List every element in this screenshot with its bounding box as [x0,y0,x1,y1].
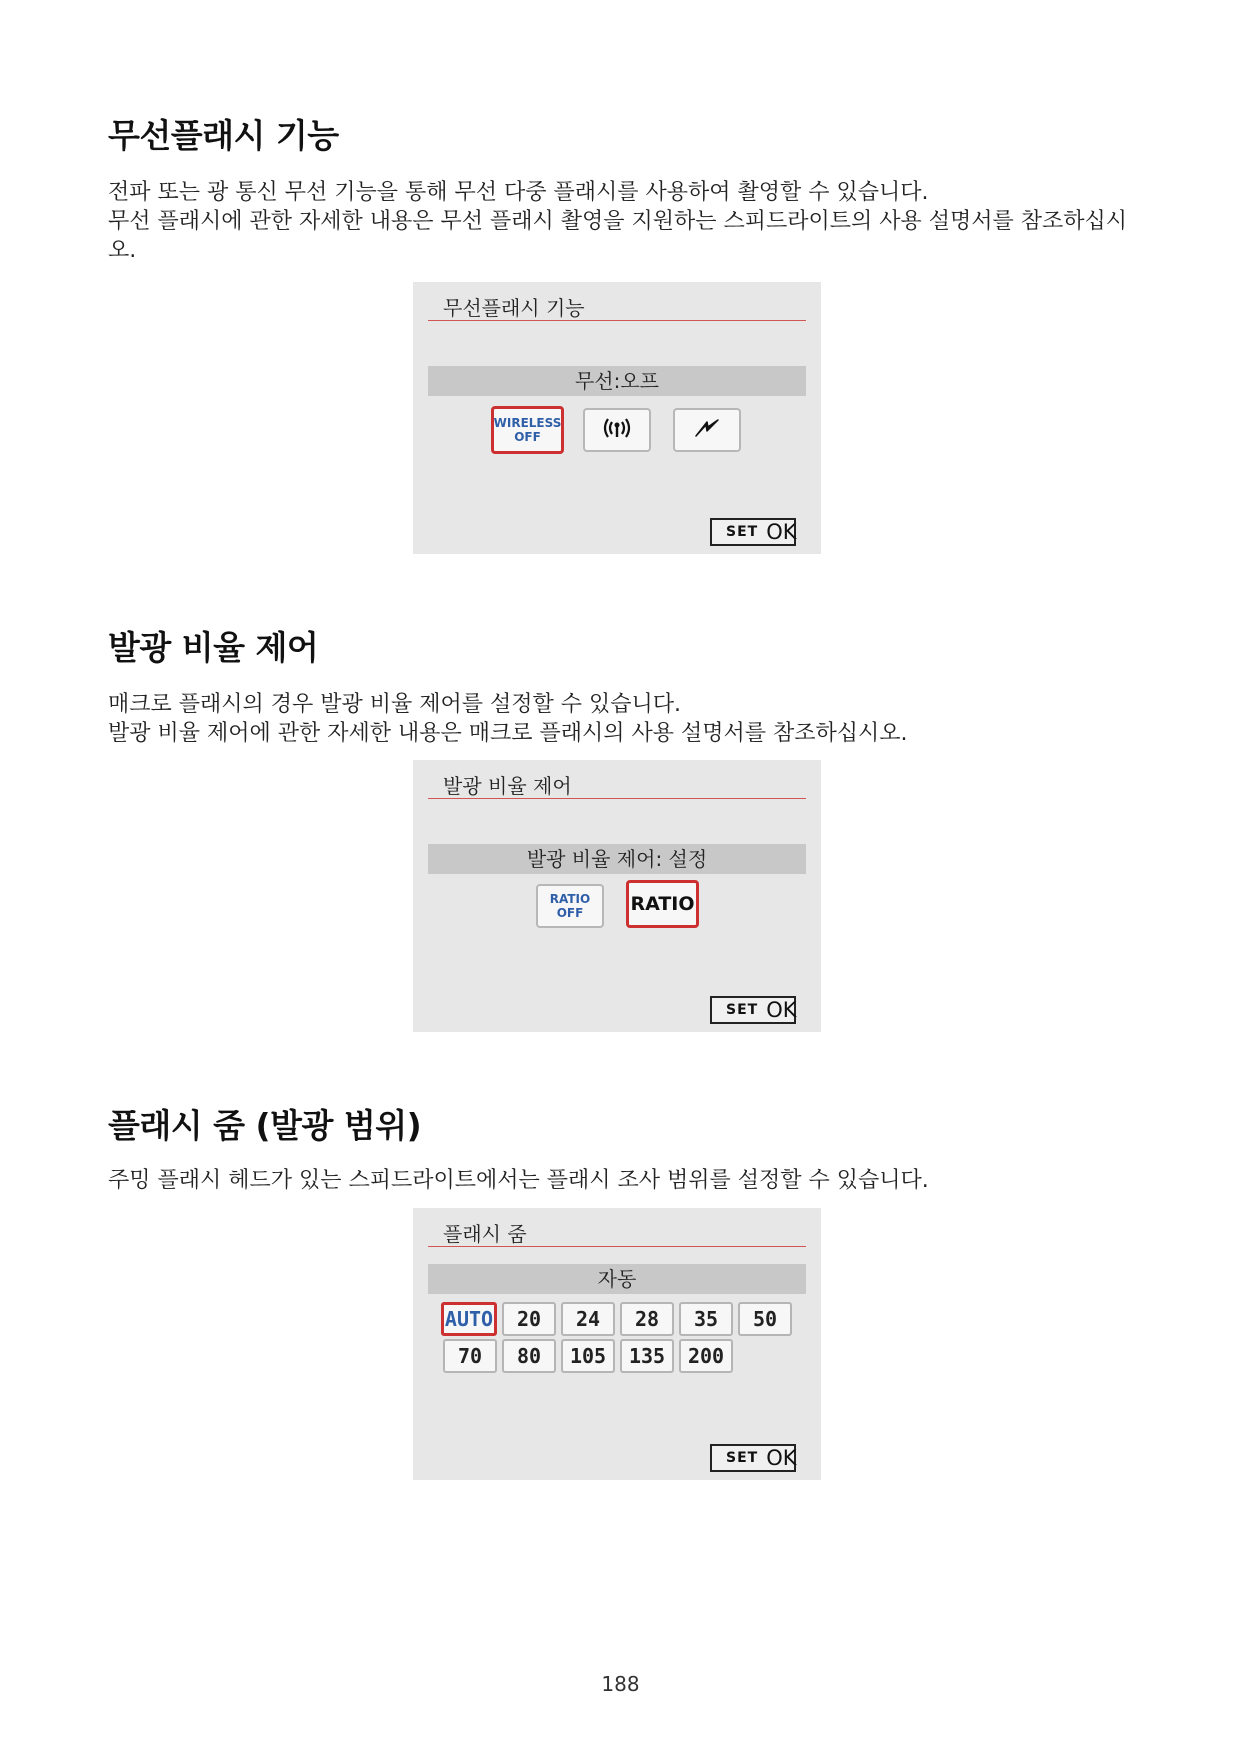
screen-title: 발광 비율 제어 [443,774,572,798]
ok-label: OK [766,998,797,1022]
screen-title: 무선플래시 기능 [443,296,585,320]
section-title-wireless-flash: 무선플래시 기능 [108,116,339,155]
title-divider [428,320,806,321]
status-bar: 무선:오프 [428,366,806,396]
zoom-option-24[interactable]: 24 [561,1302,615,1336]
camera-screen-flash-zoom [413,1208,821,1480]
camera-screen-wireless-flash [413,282,821,554]
title-divider [428,1246,806,1247]
title-divider [428,798,806,799]
description-line: 발광 비율 제어에 관한 자세한 내용은 매크로 플래시의 사용 설명서를 참조하십시오. [108,721,908,746]
radio-wireless-option[interactable] [583,408,651,452]
zoom-option-135[interactable]: 135 [620,1339,674,1373]
description-line: 주밍 플래시 헤드가 있는 스피드라이트에서는 플래시 조사 범위를 설정할 수 있습니다. [108,1168,929,1193]
wireless-off-label-line2: OFF [514,430,541,444]
camera-screen-ratio-control [413,760,821,1032]
zoom-option-28[interactable]: 28 [620,1302,674,1336]
wireless-off-option[interactable] [491,406,564,454]
section-title-flash-zoom: 플래시 줌 (발광 범위) [108,1106,422,1145]
section-description [108,690,1148,748]
zoom-option-50[interactable]: 50 [738,1302,792,1336]
ratio-on-label: RATIO [630,893,695,915]
screen-title: 플래시 줌 [443,1222,527,1246]
description-line: 매크로 플래시의 경우 발광 비율 제어를 설정할 수 있습니다. [108,692,681,717]
ratio-on-option[interactable] [626,880,699,928]
zoom-option-80[interactable]: 80 [502,1339,556,1373]
ratio-off-option[interactable] [536,884,604,928]
radio-wave-icon [599,416,635,444]
status-bar: 발광 비율 제어: 설정 [428,844,806,874]
ok-label: OK [766,520,797,544]
lightning-icon [691,416,723,444]
page-number: 188 [601,1672,640,1696]
ratio-off-label-line2: OFF [556,906,584,920]
set-ok-button[interactable] [710,996,796,1024]
section-description [108,1166,1148,1195]
zoom-option-auto[interactable]: AUTO [441,1302,497,1336]
zoom-option-70[interactable]: 70 [443,1339,497,1373]
set-ok-button[interactable] [710,518,796,546]
optical-wireless-option[interactable] [673,408,741,452]
section-title-ratio-control: 발광 비율 제어 [108,628,319,667]
ratio-off-label-line1: RATIO [549,892,591,906]
set-label: SET [726,1450,759,1466]
zoom-option-105[interactable]: 105 [561,1339,615,1373]
set-label: SET [726,524,759,540]
section-description [108,178,1148,265]
ok-label: OK [766,1446,797,1470]
wireless-off-label-line1: WIRELESS [493,416,562,430]
zoom-option-35[interactable]: 35 [679,1302,733,1336]
zoom-option-200[interactable]: 200 [679,1339,733,1373]
status-bar: 자동 [428,1264,806,1294]
set-label: SET [726,1002,759,1018]
wireless-off-label [494,416,562,444]
description-line: 전파 또는 광 통신 무선 기능을 통해 무선 다중 플래시를 사용하여 촬영할 수 있습니다. [108,180,929,205]
zoom-option-20[interactable]: 20 [502,1302,556,1336]
set-ok-button[interactable] [710,1444,796,1472]
description-line: 무선 플래시에 관한 자세한 내용은 무선 플래시 촬영을 지원하는 스피드라이트의 사용 설명서를 참조하십시오. [108,209,1128,263]
ratio-off-label [550,892,590,920]
